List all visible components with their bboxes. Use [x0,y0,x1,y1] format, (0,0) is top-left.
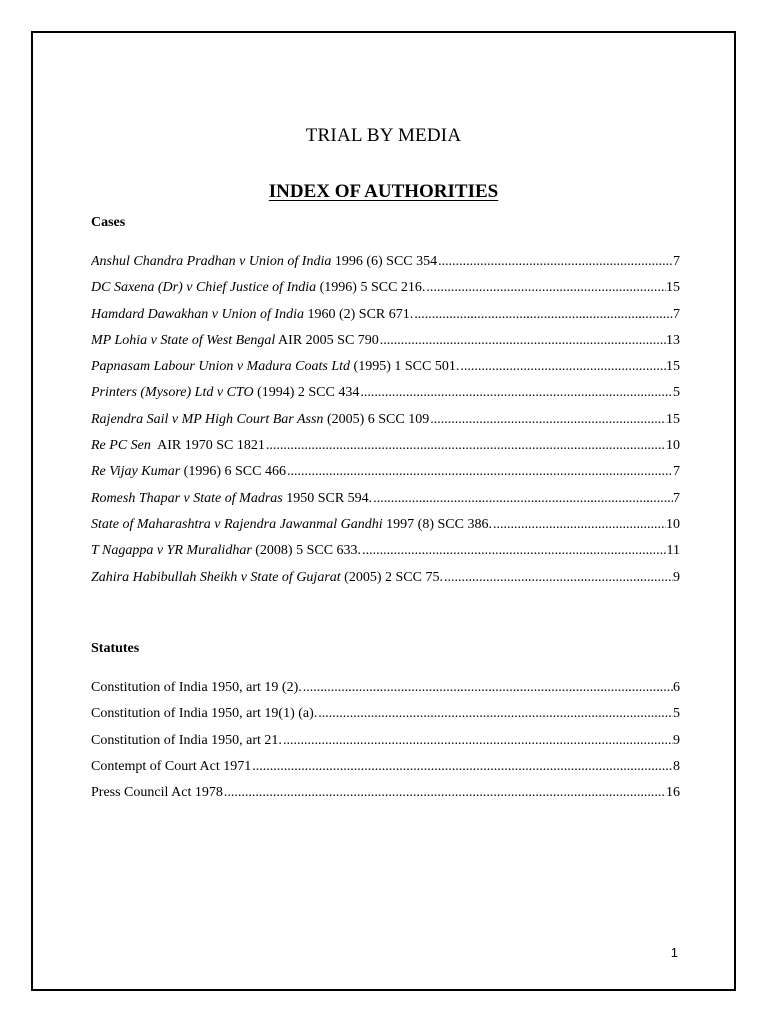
statutes-list [91,678,680,809]
dot-leader [492,515,666,535]
case-citation: 1950 SCR 594. [282,490,373,506]
case-name: Hamdard Dawakhan v Union of India [91,306,304,322]
case-citation: (2005) 6 SCC 109 [323,411,430,427]
page-reference: 7 [673,306,680,322]
page-reference: 5 [673,706,680,722]
cases-heading: Cases [91,215,126,230]
case-citation: 1996 (6) SCC 354 [331,254,438,269]
statute-name: Constitution of India 1950, art 19 (2). [91,680,302,695]
case-citation: AIR 2005 SC 790 [275,332,379,348]
page-reference: 8 [673,758,680,774]
dot-leader [282,731,673,751]
page-reference: 15 [666,280,680,296]
statute-name: Press Council Act 1978 [91,785,223,801]
page-reference: 9 [673,569,680,585]
dot-leader [359,383,673,403]
dot-leader [372,489,673,509]
case-name: Romesh Thapar v State of Madras [91,490,283,506]
case-entry [91,436,680,462]
case-entry [91,357,680,383]
index-title: INDEX OF AUTHORITIES [268,181,499,202]
case-entry [91,410,680,436]
case-name: Papnasam Labour Union v Madura Coats Ltd [91,359,351,375]
case-entry [91,541,680,567]
dot-leader [379,331,666,351]
dot-leader [437,252,673,272]
statute-entry [91,678,680,704]
statute-entry [91,731,680,757]
statute-name: Constitution of India 1950, art 19(1) (a). [91,706,318,722]
statute-name: Contempt of Court Act 1971 [91,758,252,774]
case-entry [91,331,680,357]
case-entry [91,383,680,409]
case-name: Rajendra Sail v MP High Court Bar Assn [91,411,324,427]
dot-leader [413,305,673,325]
page-number: 1 [670,945,678,960]
case-citation: (1996) 5 SCC 216. [316,280,426,296]
case-entry [91,278,680,304]
dot-leader [361,541,666,561]
case-name: Printers (Mysore) Ltd v CTO [91,385,254,401]
case-name: DC Saxena (Dr) v Chief Justice of India [91,280,317,296]
statute-entry [91,704,680,730]
dot-leader [286,462,673,482]
case-name: Re PC Sen [91,438,151,454]
dot-leader [265,436,666,456]
dot-leader [459,357,666,377]
page-reference: 16 [666,785,680,801]
page-reference: 15 [666,359,680,375]
dot-leader [302,678,673,698]
dot-leader [223,783,666,803]
case-entry [91,568,680,594]
document-page [31,31,736,991]
case-entry [91,252,680,278]
document-title: TRIAL BY MEDIA [305,125,462,146]
case-entry [91,305,680,331]
page-reference: 7 [673,464,680,480]
dot-leader [251,757,673,777]
case-citation: 1997 (8) SCC 386. [382,516,492,532]
page-reference: 13 [666,332,680,348]
case-name: MP Lohia v State of West Bengal [91,332,276,348]
case-name: Re Vijay Kumar [91,464,181,480]
cases-list [91,252,680,594]
page-reference: 5 [673,385,680,401]
case-name: Zahira Habibullah Sheikh v State of Gujarat [91,569,341,585]
case-name: State of Maharashtra v Rajendra Jawanmal Gandhi [91,516,383,532]
case-citation: (1995) 1 SCC 501. [350,359,460,375]
statute-entry [91,783,680,809]
case-entry [91,515,680,541]
page-reference: 15 [666,411,680,427]
page-reference: 7 [673,490,680,506]
case-citation: 1960 (2) SCR 671. [303,306,414,322]
case-citation: (1996) 6 SCC 466 [180,464,286,480]
statute-name: Constitution of India 1950, art 21. [91,732,282,748]
page-reference: 10 [666,516,680,532]
dot-leader [443,568,673,588]
case-citation: AIR 1970 SC 1821 [150,438,265,454]
case-citation: (1994) 2 SCC 434 [253,385,360,401]
dot-leader [317,704,673,724]
page-reference: 6 [673,680,680,695]
statute-entry [91,757,680,783]
statutes-heading: Statutes [91,641,140,656]
page-reference: 7 [673,254,680,269]
case-name: T Nagappa v YR Muralidhar [91,543,252,559]
case-citation: (2008) 5 SCC 633. [251,543,362,559]
page-reference: 9 [673,732,680,748]
case-entry [91,489,680,515]
case-entry [91,462,680,488]
dot-leader [429,410,666,430]
page-reference: 11 [666,543,680,559]
page-reference: 10 [666,438,680,454]
case-citation: (2005) 2 SCC 75. [340,569,443,585]
dot-leader [425,278,666,298]
case-name: Anshul Chandra Pradhan v Union of India [91,254,332,269]
